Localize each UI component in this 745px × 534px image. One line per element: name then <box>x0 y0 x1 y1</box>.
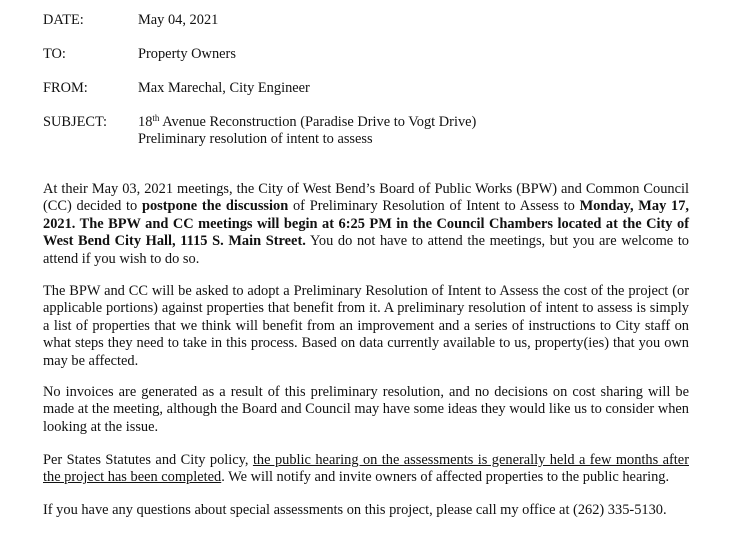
subject-ordinal-suffix: th <box>152 113 160 123</box>
p1-bold-postpone: postpone the discussion <box>141 198 289 215</box>
subject-line-1-text: Avenue Reconstruction (Paradise Drive to Vogt Drive) <box>159 114 477 130</box>
subject-label: SUBJECT: <box>43 114 108 130</box>
from-label: FROM: <box>43 80 88 96</box>
paragraph-no-invoices: No invoices are generated as a result of this preliminary resolution, and no decisions on cost sharing will be made at the meeting, although the Board and Council may have some ideas they would like us to consider when looking at the issue. <box>43 384 689 435</box>
p1-text-1: At their May 03, 2021 meetings, the City of West Bend’s Board of Public Works (BPW) and Common Council (CC) decided to <box>43 181 689 215</box>
p4-text-2: . We will notify and invite owners of affected properties to the public hearing. <box>221 469 670 486</box>
subject-number: 18 <box>138 114 153 130</box>
paragraph-resolution-explanation: The BPW and CC will be asked to adopt a Preliminary Resolution of Intent to Assess the cost of the project (or applicable portions) against properties that benefit from it. A preliminary resolution of intent to assess is simply a list of properties that we think will benefit from an improvement and a series of instructions to City staff on what steps they need to take in this process. Based on data currently available to us, property(ies) that you own may be affected. <box>43 283 689 369</box>
date-value: May 04, 2021 <box>138 12 219 28</box>
to-label: TO: <box>43 46 66 62</box>
subject-row <box>43 114 723 150</box>
subject-value <box>138 114 476 148</box>
p4-text-1: Per States Statutes and City policy, <box>43 452 253 468</box>
subject-line-1 <box>138 114 476 131</box>
subject-line-2: Preliminary resolution of intent to assess <box>138 131 373 147</box>
paragraph-contact: If you have any questions about special assessments on this project, please call my office at (262) 335-5130. <box>43 502 667 518</box>
paragraph-meeting-postponed <box>43 181 689 268</box>
p1-bold-meeting-details: Monday, May 17, 2021. The BPW and CC meetings will begin at 6:25 PM in the Council Chambers located at the City of West Bend City Hall, 1115 S. Main Street. <box>43 198 689 250</box>
p1-text-3: You do not have to attend the meetings, but you are welcome to attend if you wish to do so. <box>43 233 690 267</box>
p4-underlined-hearing: the public hearing on the assessments is generally held a few months after the project has been completed <box>43 452 689 486</box>
p1-text-2: of Preliminary Resolution of Intent to Assess to <box>288 198 580 215</box>
to-value: Property Owners <box>138 46 236 62</box>
date-label: DATE: <box>43 12 84 28</box>
paragraph-public-hearing <box>43 452 689 487</box>
from-value: Max Marechal, City Engineer <box>138 80 310 96</box>
